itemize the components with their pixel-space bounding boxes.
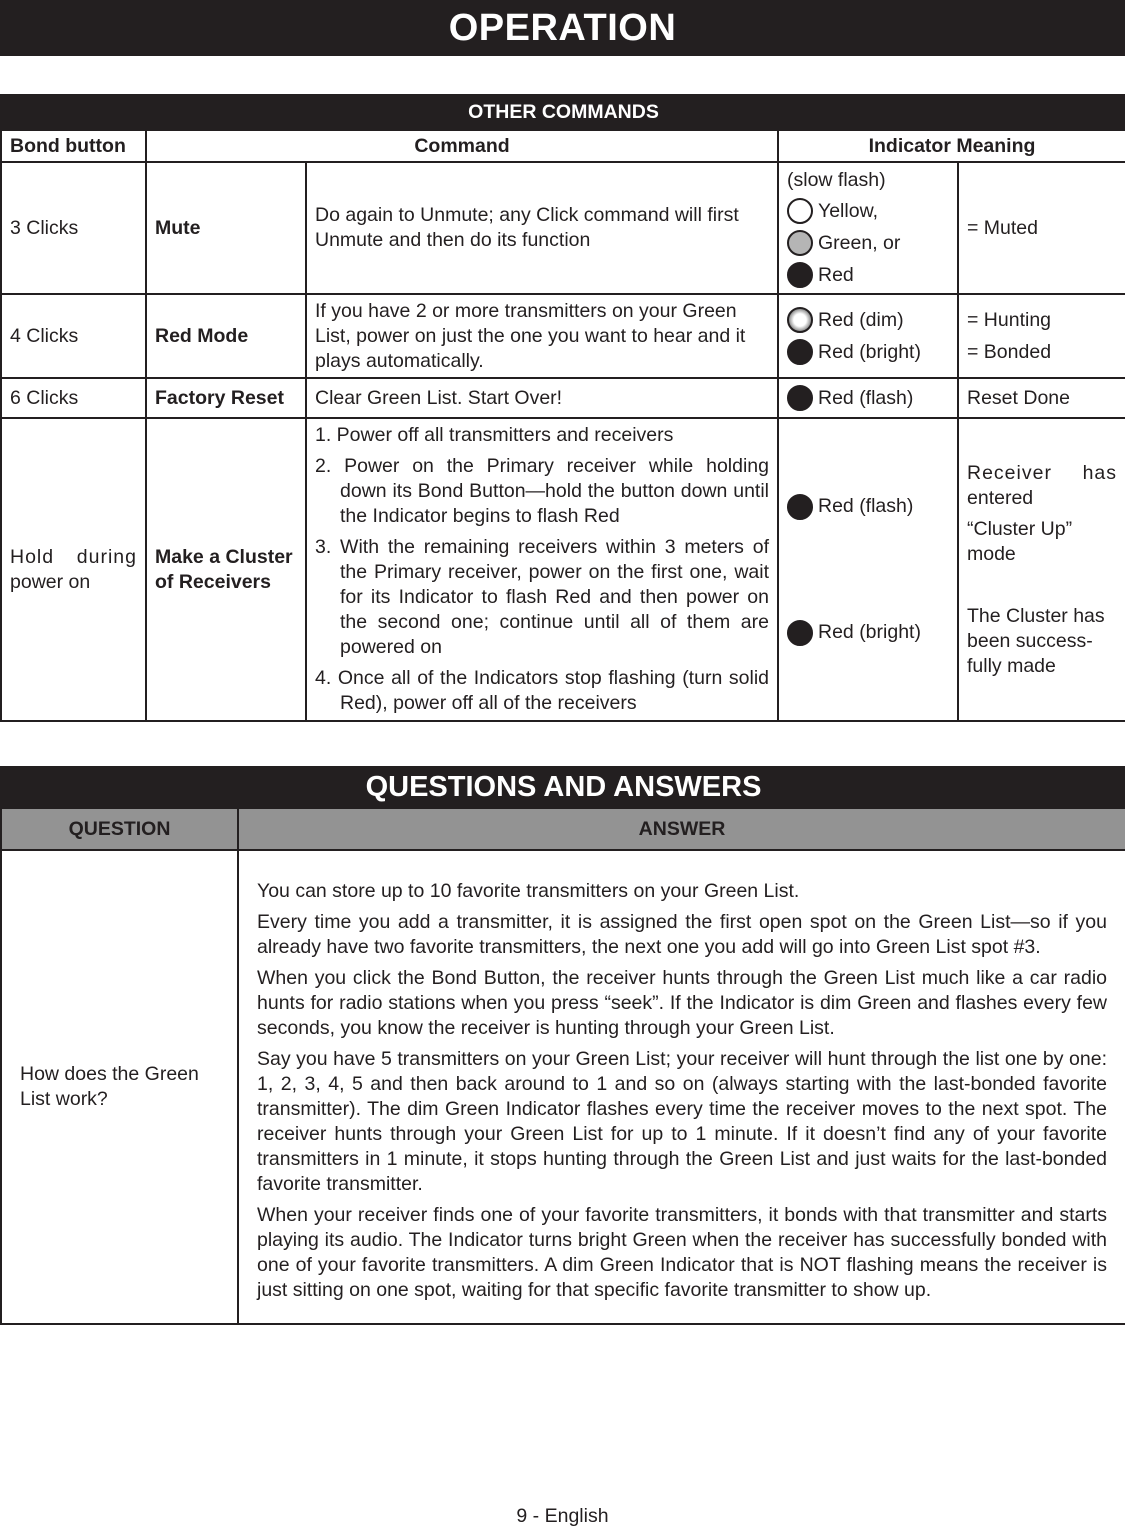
indicator-item <box>787 382 949 414</box>
command-name: Make a Cluster of Receivers <box>146 418 306 721</box>
indicator-label: Yellow, <box>818 199 878 222</box>
command-description: Clear Green List. Start Over! <box>306 378 778 418</box>
page-title: OPERATION <box>0 0 1125 56</box>
indicator-cell <box>778 294 958 378</box>
indicator-meaning: “Cluster Up” mode <box>967 517 1073 565</box>
answer-paragraph: Say you have 5 transmitters on your Green List; your receiver will hunt through the list one by one: 1, 2, 3, 4, 5 and then back around to 1 and so on (always starting with the last-bonded favorite transmitter). The dim Green Indicator flashes every time the receiver moves to the next spot. The receiver hunts through your Green List for up to 1 minute. If it doesn’t find any of your favorite transmitters in 1 minute, it stops hunting through the Green List and just waits for the last-bonded favorite transmitter. <box>257 1048 1108 1195</box>
indicator-meaning-line: entered <box>967 486 1034 509</box>
indicator-label: Red (dim) <box>818 308 904 331</box>
bond-action-cell <box>1 418 146 721</box>
indicator-meaning-line: Receiver has <box>967 461 1118 484</box>
step-item: 3. With the remaining receivers within 3 meters of the Primary receiver, power on the first one, wait for its Indicator to flash Red and then power on the second one; continue until all of them are powered on <box>315 536 769 658</box>
question-header: QUESTION <box>1 808 238 850</box>
indicator-meaning: = Muted <box>958 162 1125 294</box>
indicator-label: Red (flash) <box>818 495 914 517</box>
bond-action: 6 Clicks <box>1 378 146 418</box>
red-bright-led-icon <box>787 620 813 646</box>
page-footer: 9 - English <box>516 1505 609 1527</box>
bond-action: 3 Clicks <box>1 162 146 294</box>
bond-button-header: Bond button <box>1 130 146 162</box>
bond-action: Hold during <box>10 545 137 568</box>
table-row <box>1 294 1125 378</box>
red-dim-led-icon <box>787 307 813 333</box>
indicator-item <box>787 336 949 368</box>
green-led-icon <box>787 230 813 256</box>
red-flash-led-icon <box>787 385 813 411</box>
table-row <box>1 162 1125 294</box>
indicator-label: Red (bright) <box>818 621 921 643</box>
indicator-meaning: = Bonded <box>967 341 1052 363</box>
indicator-meaning-cell <box>958 294 1125 378</box>
indicator-meaning-header: Indicator Meaning <box>778 130 1125 162</box>
indicator-meaning-cell <box>958 418 1125 721</box>
command-name: Mute <box>146 162 306 294</box>
indicator-cell <box>778 378 958 418</box>
command-description: Do again to Unmute; any Click command will first Unmute and then do its function <box>306 162 778 294</box>
indicator-item <box>787 491 949 523</box>
bond-action: 4 Clicks <box>1 294 146 378</box>
answer-paragraph: Every time you add a transmitter, it is assigned the first open spot on the Green List—so if you already have two favorite transmitters, the next one you add will go into Green List spot #3. <box>257 911 1108 958</box>
command-header: Command <box>146 130 778 162</box>
other-commands-caption: OTHER COMMANDS <box>1 95 1125 130</box>
indicator-meaning: = Hunting <box>967 309 1052 331</box>
red-led-icon <box>787 262 813 288</box>
step-item: 4. Once all of the Indicators stop flashing (turn solid Red), power off all of the receivers <box>315 667 769 714</box>
indicator-item <box>787 195 949 227</box>
red-bright-led-icon <box>787 339 813 365</box>
indicator-item <box>787 227 949 259</box>
other-commands-table <box>0 94 1125 722</box>
indicator-label: Red (flash) <box>818 386 914 409</box>
answer-paragraph: When you click the Bond Button, the receiver hunts through the Green List much like a car radio hunts for radio stations when you press “seek”. If the Indicator is dim Green and flashes every few seconds, you know the receiver is hunting through your Green List. <box>257 967 1108 1039</box>
command-name: Red Mode <box>146 294 306 378</box>
command-description: If you have 2 or more transmitters on your Green List, power on just the one you want to hear and it plays automatically. <box>306 294 778 378</box>
indicator-item <box>787 617 949 649</box>
yellow-led-icon <box>787 198 813 224</box>
answer-header: ANSWER <box>238 808 1125 850</box>
bond-action-line2: power on <box>10 570 91 593</box>
table-row <box>1 850 1125 1324</box>
indicator-meaning: Reset Done <box>958 378 1125 418</box>
step-item: 2. Power on the Primary receiver while holding down its Bond Button—hold the button down until the Indicator begins to flash Red <box>315 455 769 527</box>
answer-paragraph: When your receiver finds one of your favorite transmitters, it bonds with that transmitter and starts playing its audio. The Indicator turns bright Green when the receiver has successfully bonded with one of your favorite transmitters. A dim Green Indicator that is NOT flashing means the receiver is just sitting on one spot, waiting for that specific favorite transmitter to show up. <box>257 1204 1108 1301</box>
indicator-meaning: The Cluster has been success-fully made <box>967 604 1105 677</box>
indicator-item <box>787 304 949 336</box>
step-item: 1. Power off all transmitters and receivers <box>315 424 674 446</box>
red-flash-led-icon <box>787 494 813 520</box>
questions-and-answers-table <box>0 766 1125 1325</box>
indicator-item <box>787 259 949 291</box>
command-steps <box>306 418 778 721</box>
indicator-label: Red (bright) <box>818 340 921 363</box>
answer-paragraph: You can store up to 10 favorite transmitters on your Green List. <box>257 880 800 902</box>
indicator-label: Red <box>818 263 854 286</box>
answer-cell <box>238 850 1125 1324</box>
table-row <box>1 418 1125 721</box>
qa-caption: QUESTIONS AND ANSWERS <box>1 767 1125 808</box>
indicator-heading: (slow flash) <box>787 169 886 191</box>
table-row <box>1 378 1125 418</box>
indicator-cell <box>778 162 958 294</box>
command-name: Factory Reset <box>146 378 306 418</box>
question-text: How does the Green List work? <box>1 850 238 1324</box>
indicator-cell <box>778 418 958 721</box>
indicator-label: Green, or <box>818 231 901 254</box>
